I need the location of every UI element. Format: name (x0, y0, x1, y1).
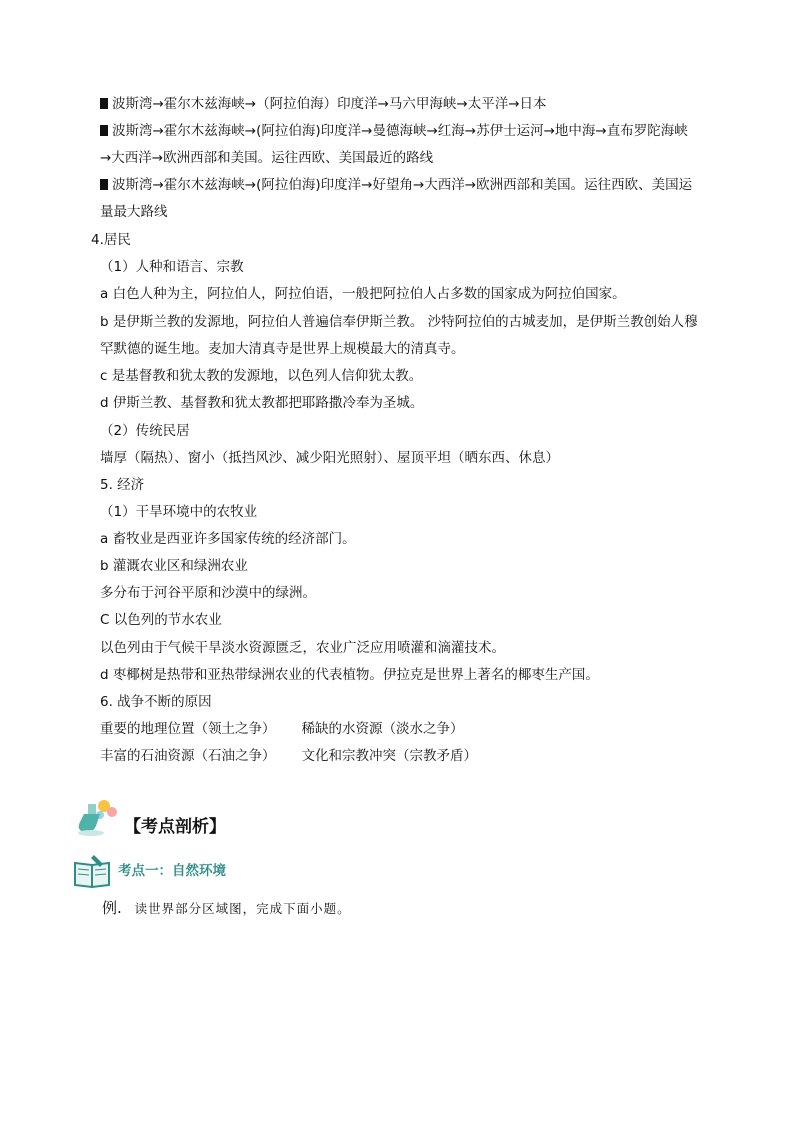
route-3-cont: 量最大路线 (100, 204, 168, 220)
war-reason-religion: 文化和宗教冲突（宗教矛盾） (301, 748, 477, 764)
economy-b-desc: 多分布于河谷平原和沙漠中的绿洲。 (100, 585, 316, 601)
route-2-cont: →大西洋→欧洲西部和美国。运往西欧、美国最近的路线 (100, 150, 434, 166)
residents-sub2: （2）传统民居 (100, 423, 190, 439)
route-3 (100, 175, 692, 195)
bullet-marker (100, 98, 108, 109)
residents-heading: 4.居民 (91, 232, 131, 248)
residents-d: d 伊斯兰教、基督教和犹太教都把耶路撒冷奉为圣城。 (100, 395, 424, 411)
economy-d: d 枣椰树是热带和亚热带绿洲农业的代表植物。伊拉克是世界上著名的椰枣生产国。 (100, 667, 599, 683)
residents-b2: 罕默德的诞生地。麦加大清真寺是世界上规模最大的清真寺。 (100, 341, 465, 357)
war-reason-oil: 丰富的石油资源（石油之争） (100, 748, 276, 764)
book-pencil-icon (72, 853, 116, 889)
kaodian-heading: 考点一：自然环境 (118, 863, 226, 879)
war-reason-water: 稀缺的水资源（淡水之争） (301, 721, 464, 737)
economy-heading: 5. 经济 (100, 477, 145, 493)
bullet-marker (100, 179, 108, 190)
route-3-text: 波斯湾→霍尔木兹海峡→(阿拉伯海)印度洋→好望角→大西洋→欧洲西部和美国。运往西欧、美国运 (112, 177, 693, 193)
residents-b1: b 是伊斯兰教的发源地，阿拉伯人普遍信奉伊斯兰教。 沙特阿拉伯的古城麦加，是伊斯兰教创始人穆 (100, 314, 698, 330)
residents-sub1: （1）人种和语言、宗教 (100, 259, 244, 275)
war-heading: 6. 战争不断的原因 (100, 694, 212, 710)
route-1-text: 波斯湾→霍尔木兹海峡→（阿拉伯海）印度洋→马六甲海峡→太平洋→日本 (112, 96, 547, 112)
war-row-1 (100, 719, 464, 739)
economy-sub1: （1）干旱环境中的农牧业 (100, 504, 258, 520)
bullet-marker (100, 125, 108, 136)
economy-b: b 灌溉农业区和绿洲农业 (100, 558, 248, 574)
residents-c: c 是基督教和犹太教的发源地，以色列人信仰犹太教。 (100, 368, 423, 384)
example-text: 读世界部分区域图，完成下面小题。 (134, 901, 351, 916)
residents-house: 墙厚（隔热）、窗小（抵挡风沙、减少阳光照射）、屋顶平坦（晒东西、休息） (100, 450, 559, 466)
route-2-text: 波斯湾→霍尔木兹海峡→(阿拉伯海)印度洋→曼德海峡→红海→苏伊士运河→地中海→直布罗陀海峡 (112, 123, 688, 139)
route-2 (100, 121, 688, 141)
example-label: 例. (102, 899, 122, 917)
economy-c-desc: 以色列由于气候干旱淡水资源匮乏，农业广泛应用喷灌和滴灌技术。 (100, 640, 505, 656)
flask-icon (74, 796, 124, 838)
war-reason-location: 重要的地理位置（领土之争） (100, 721, 276, 737)
economy-c: C 以色列的节水农业 (100, 612, 222, 628)
route-1 (100, 94, 547, 114)
example-line (102, 898, 351, 919)
section-title: 【考点剖析】 (124, 817, 226, 837)
war-row-2 (100, 746, 477, 766)
economy-a: a 畜牧业是西亚许多国家传统的经济部门。 (100, 531, 356, 547)
residents-a: a 白色人种为主，阿拉伯人，阿拉伯语，一般把阿拉伯人占多数的国家成为阿拉伯国家。 (100, 286, 626, 302)
